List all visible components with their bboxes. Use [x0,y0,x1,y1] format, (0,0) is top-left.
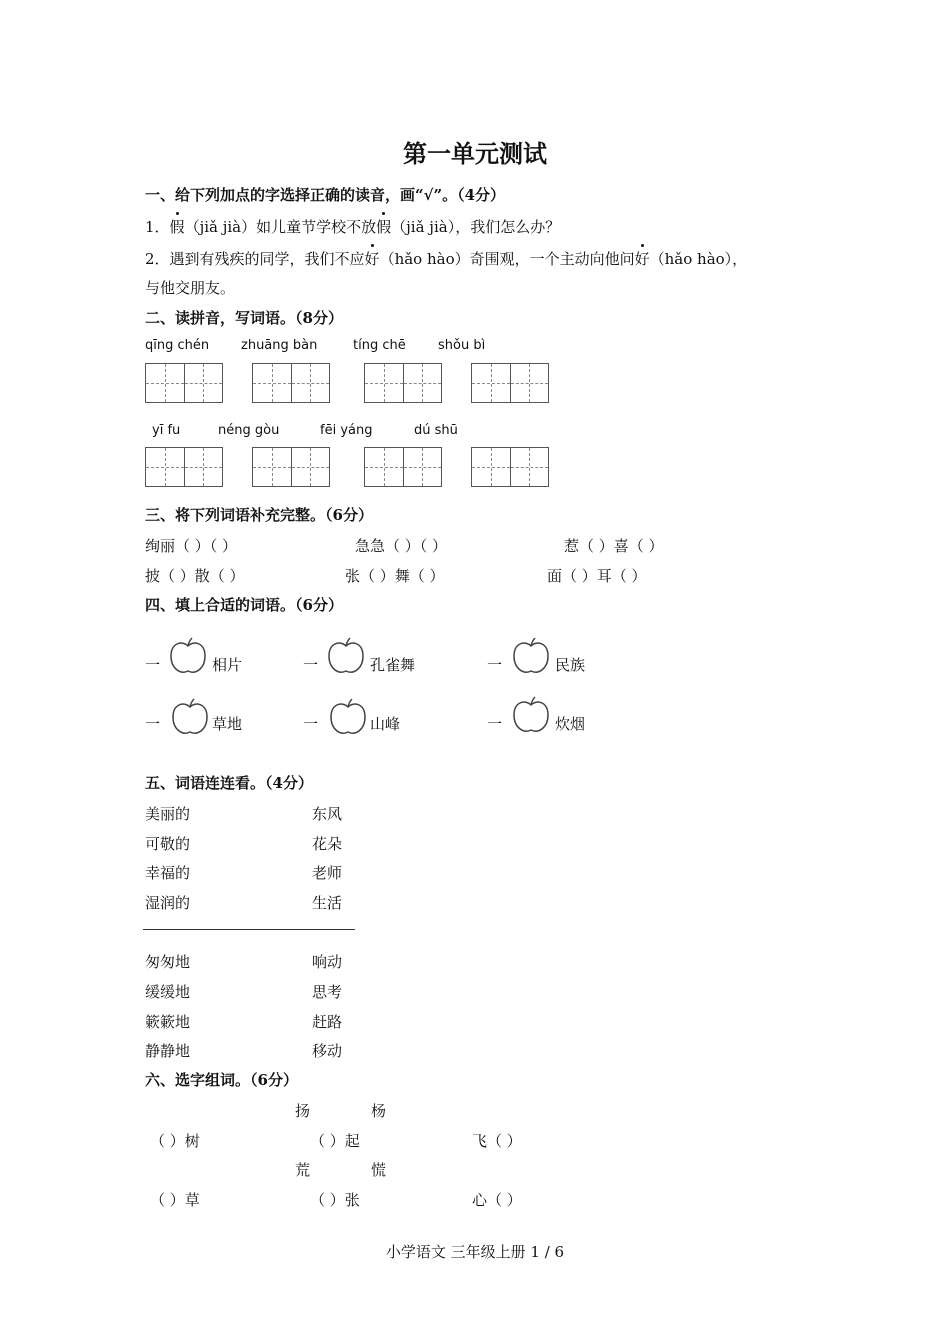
match-right-item[interactable]: 赶路 [312,1013,343,1031]
noun-word: 山峰 [370,715,401,733]
pinyin-label: yī fu [152,423,181,438]
fill-blank-item[interactable]: 飞（ ） [472,1132,522,1150]
measure-prefix: 一 [145,715,161,733]
noun-word: 相片 [212,656,243,674]
fill-blank-item[interactable]: 张（ ）舞（ ） [345,567,445,585]
match-right-item[interactable]: 思考 [312,983,343,1001]
fill-blank-item[interactable]: 急急（ ）（ ） [355,537,448,555]
pinyin-label: zhuāng bàn [241,338,318,353]
measure-prefix: 一 [487,656,503,674]
fill-blank-item[interactable]: 绚丽（ ）（ ） [145,537,238,555]
apple-blank-icon[interactable] [170,698,210,738]
apple-blank-icon[interactable] [328,698,368,738]
match-left-item[interactable]: 匆匆地 [145,953,191,971]
match-left-item[interactable]: 可敬的 [145,835,191,853]
fill-blank-item[interactable]: （ ）起 [310,1132,360,1150]
measure-prefix: 一 [145,656,161,674]
match-left-item[interactable]: 簌簌地 [145,1013,191,1031]
page-title: 第一单元测试 [403,139,547,168]
fill-blank-item[interactable]: （ ）树 [150,1132,200,1150]
match-right-item[interactable]: 老师 [312,864,343,882]
noun-word: 孔雀舞 [370,656,416,674]
pinyin-label: tíng chē [353,338,406,353]
writing-grid[interactable] [364,363,442,403]
divider [143,929,355,930]
match-left-item[interactable]: 缓缓地 [145,983,191,1001]
fill-blank-item[interactable]: （ ）草 [150,1191,200,1209]
section-4-heading: 四、填上合适的词语。（6分） [145,596,343,614]
fill-blank-item[interactable]: 披（ ）散（ ） [145,567,245,585]
noun-word: 民族 [555,656,586,674]
pinyin-label: shǒu bì [438,338,486,353]
apple-blank-icon[interactable] [168,637,208,677]
section-3-heading: 三、将下列词语补充完整。（6分） [145,506,373,524]
match-right-item[interactable]: 生活 [312,894,343,912]
fill-blank-item[interactable]: 心（ ） [472,1191,522,1209]
writing-grid[interactable] [364,447,442,487]
measure-prefix: 一 [303,656,319,674]
pinyin-label: qīng chén [145,338,210,353]
q2-text-2: （hǎo hào）， [649,250,748,268]
q1-text-2: （jiǎ jià），我们怎么办？ [391,218,561,236]
match-left-item[interactable]: 幸福的 [145,864,191,882]
choice-char: 荒 [295,1161,311,1179]
section-5-heading: 五、词语连连看。（4分） [145,774,313,792]
q2-text-1: （hǎo hào）奇围观，一个主动向他问 [379,250,635,268]
writing-grid[interactable] [145,363,223,403]
match-right-item[interactable]: 移动 [312,1042,343,1060]
pinyin-label: dú shū [414,423,458,438]
match-right-item[interactable]: 东风 [312,805,343,823]
page-footer: 小学语文 三年级上册 1 / 6 [385,1243,565,1261]
q1-dotted-char-2: 假 [376,218,392,236]
apple-blank-icon[interactable] [511,696,551,736]
apple-blank-icon[interactable] [326,637,366,677]
q1-text-1: （jiǎ jià）如儿童节学校不放 [184,218,377,236]
fill-blank-item[interactable]: 惹（ ）喜（ ） [564,537,664,555]
q2-text-0: 2．遇到有残疾的同学，我们不应 [145,250,365,268]
match-left-item[interactable]: 静静地 [145,1042,191,1060]
q2-dotted-char-2: 好 [634,250,650,268]
question-1 [145,216,560,237]
noun-word: 草地 [212,715,243,733]
question-2 [145,248,747,269]
noun-word: 炊烟 [555,715,586,733]
measure-prefix: 一 [303,715,319,733]
match-right-item[interactable]: 花朵 [312,835,343,853]
writing-grid[interactable] [252,363,330,403]
fill-blank-item[interactable]: 面（ ）耳（ ） [547,567,647,585]
q1-number: 1． [145,218,170,236]
fill-blank-item[interactable]: （ ）张 [310,1191,360,1209]
match-left-item[interactable]: 美丽的 [145,805,191,823]
match-left-item[interactable]: 湿润的 [145,894,191,912]
section-6-heading: 六、选字组词。（6分） [145,1071,298,1089]
apple-blank-icon[interactable] [511,637,551,677]
writing-grid[interactable] [252,447,330,487]
writing-grid[interactable] [471,447,549,487]
q2-dotted-char-1: 好 [364,250,380,268]
section-2-heading: 二、读拼音，写词语。（8分） [145,309,343,327]
question-2-continuation: 与他交朋友。 [145,279,236,297]
section-1-heading: 一、给下列加点的字选择正确的读音，画“√”。（4分） [145,186,506,204]
measure-prefix: 一 [487,715,503,733]
choice-char: 慌 [371,1161,387,1179]
choice-char: 杨 [371,1102,387,1120]
writing-grid[interactable] [471,363,549,403]
writing-grid[interactable] [145,447,223,487]
match-right-item[interactable]: 响动 [312,953,343,971]
q1-dotted-char-1: 假 [169,218,185,236]
pinyin-label: néng gòu [218,423,280,438]
pinyin-label: fēi yáng [320,423,373,438]
choice-char: 扬 [295,1102,311,1120]
